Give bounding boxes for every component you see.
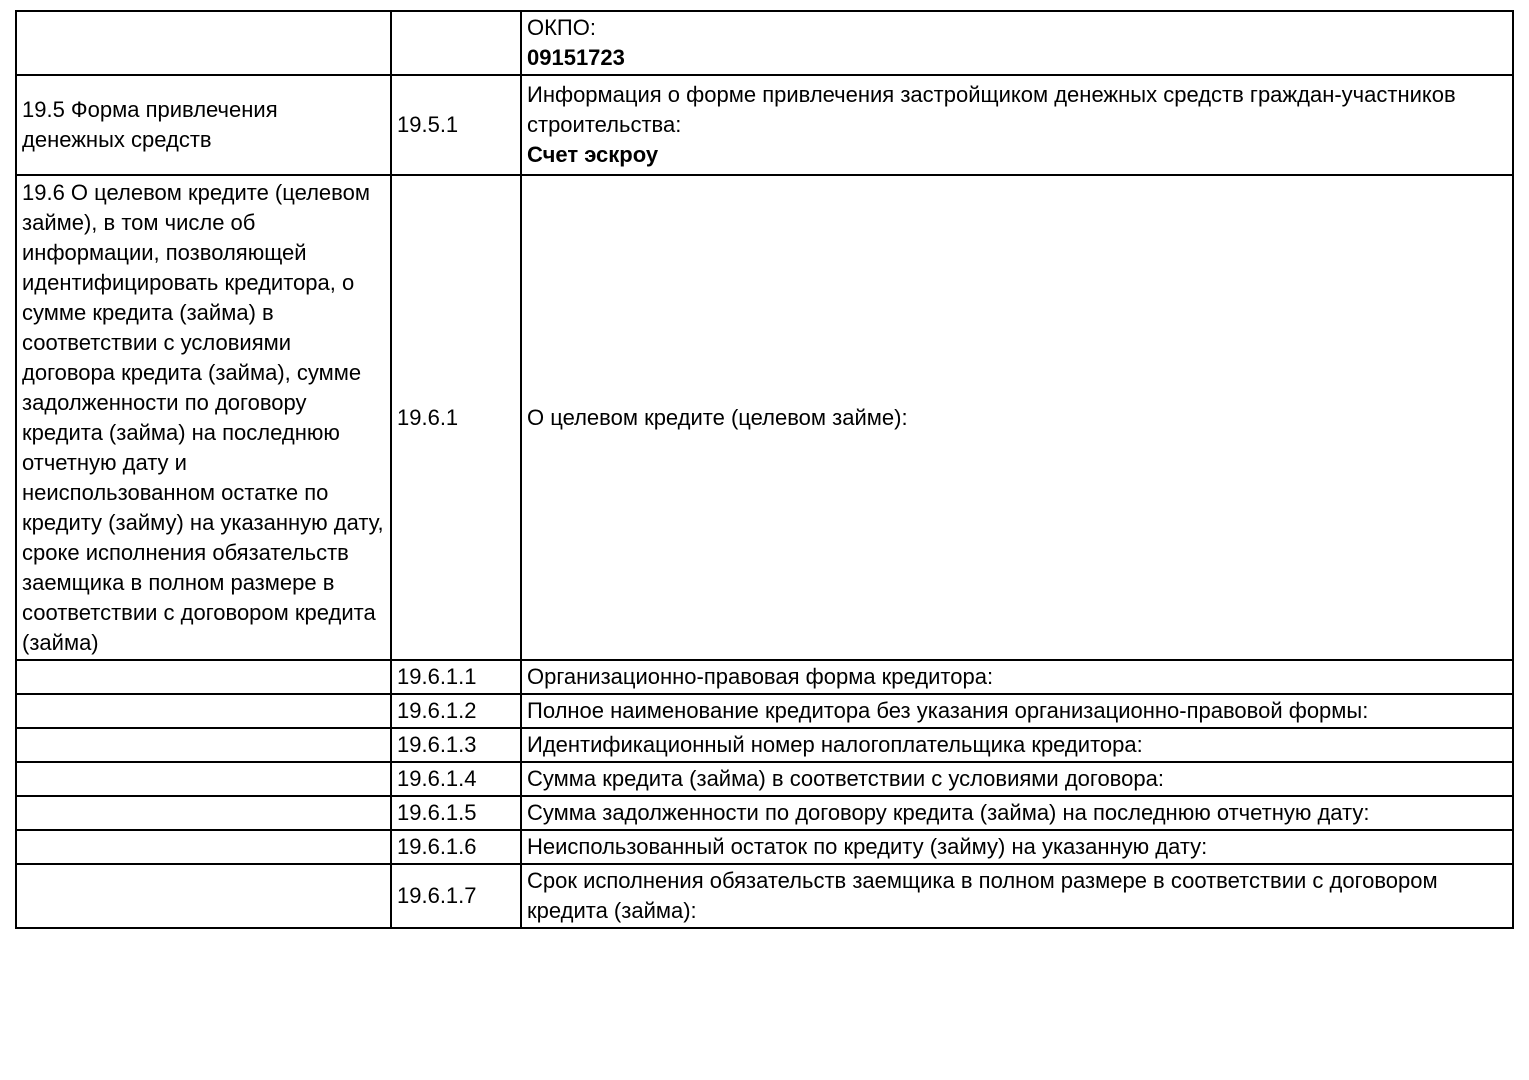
field-label: ОКПО: [527,15,596,40]
content-cell [521,864,1513,928]
field-label: Сумма кредита (займа) в соответствии с условиями договора: [527,766,1164,791]
content-cell [521,75,1513,175]
code-cell [391,694,521,728]
content-cell [521,830,1513,864]
section-cell [16,75,391,175]
field-label: Сумма задолженности по договору кредита (займа) на последнюю отчетную дату: [527,800,1370,825]
section-cell [16,175,391,660]
field-label: Срок исполнения обязательств заемщика в полном размере в соответствии с договором кредита (займа): [527,868,1438,923]
section-cell [16,694,391,728]
code-text: 19.6.1 [397,404,459,430]
content-cell [521,728,1513,762]
code-cell [391,75,521,175]
code-cell [391,11,521,75]
field-value: Счет эскроу [527,142,659,167]
field-label: О целевом кредите (целевом займе): [527,404,908,430]
section-cell [16,11,391,75]
code-cell [391,175,521,660]
field-label: Организационно-правовая форма кредитора: [527,664,994,689]
code-cell [391,864,521,928]
content-cell [521,796,1513,830]
project-declaration-table [15,10,1514,929]
content-cell [521,660,1513,694]
field-value: 09151723 [527,45,625,70]
code-text: 19.6.1.2 [397,698,477,723]
content-cell [521,11,1513,75]
code-cell [391,762,521,796]
code-text: 19.6.1.4 [397,766,477,791]
table-row-19-6-1-7 [16,864,1513,928]
table-row-19-6-1-6 [16,830,1513,864]
code-cell [391,660,521,694]
section-cell [16,796,391,830]
section-text: 19.5 Форма привлечения денежных средств [22,97,278,152]
section-cell [16,762,391,796]
field-label: Неиспользованный остаток по кредиту (займу) на указанную дату: [527,834,1208,859]
table-row-19-6-1-4 [16,762,1513,796]
field-label: Полное наименование кредитора без указания организационно-правовой формы: [527,698,1369,723]
code-text: 19.6.1.7 [397,883,477,908]
table-row-19-6-1-3 [16,728,1513,762]
code-text: 19.5.1 [397,112,459,137]
code-cell [391,728,521,762]
section-cell [16,728,391,762]
code-text: 19.6.1.5 [397,800,477,825]
content-cell [521,762,1513,796]
code-cell [391,796,521,830]
code-cell [391,830,521,864]
table-row-19-5-1 [16,75,1513,175]
table-row-19-6-1 [16,175,1513,660]
field-label: Идентификационный номер налогоплательщика кредитора: [527,732,1143,757]
code-text: 19.6.1.6 [397,834,477,859]
code-text: 19.6.1.3 [397,732,477,757]
field-label: Информация о форме привлечения застройщиком денежных средств граждан-участников строительства: [527,82,1456,137]
code-text: 19.6.1.1 [397,664,477,689]
section-cell [16,830,391,864]
table-row-19-6-1-5 [16,796,1513,830]
section-cell [16,864,391,928]
section-text: 19.6 О целевом кредите (целевом займе), в том числе об информации, позволяющей идентифицировать кредитора, о сумме кредита (займа) в соответствии с условиями договора кредита (займа), сумме задолженности по договору кредита (займа) на последнюю отчетную дату и неиспользованном остатке по кредиту (займу) на указанную дату, сроке исполнения обязательств заемщика в полном размере в соответствии с договором кредита (займа) [22,179,384,655]
table-row-okpo [16,11,1513,75]
table-row-19-6-1-2 [16,694,1513,728]
content-cell [521,175,1513,660]
table-row-19-6-1-1 [16,660,1513,694]
content-cell [521,694,1513,728]
section-cell [16,660,391,694]
